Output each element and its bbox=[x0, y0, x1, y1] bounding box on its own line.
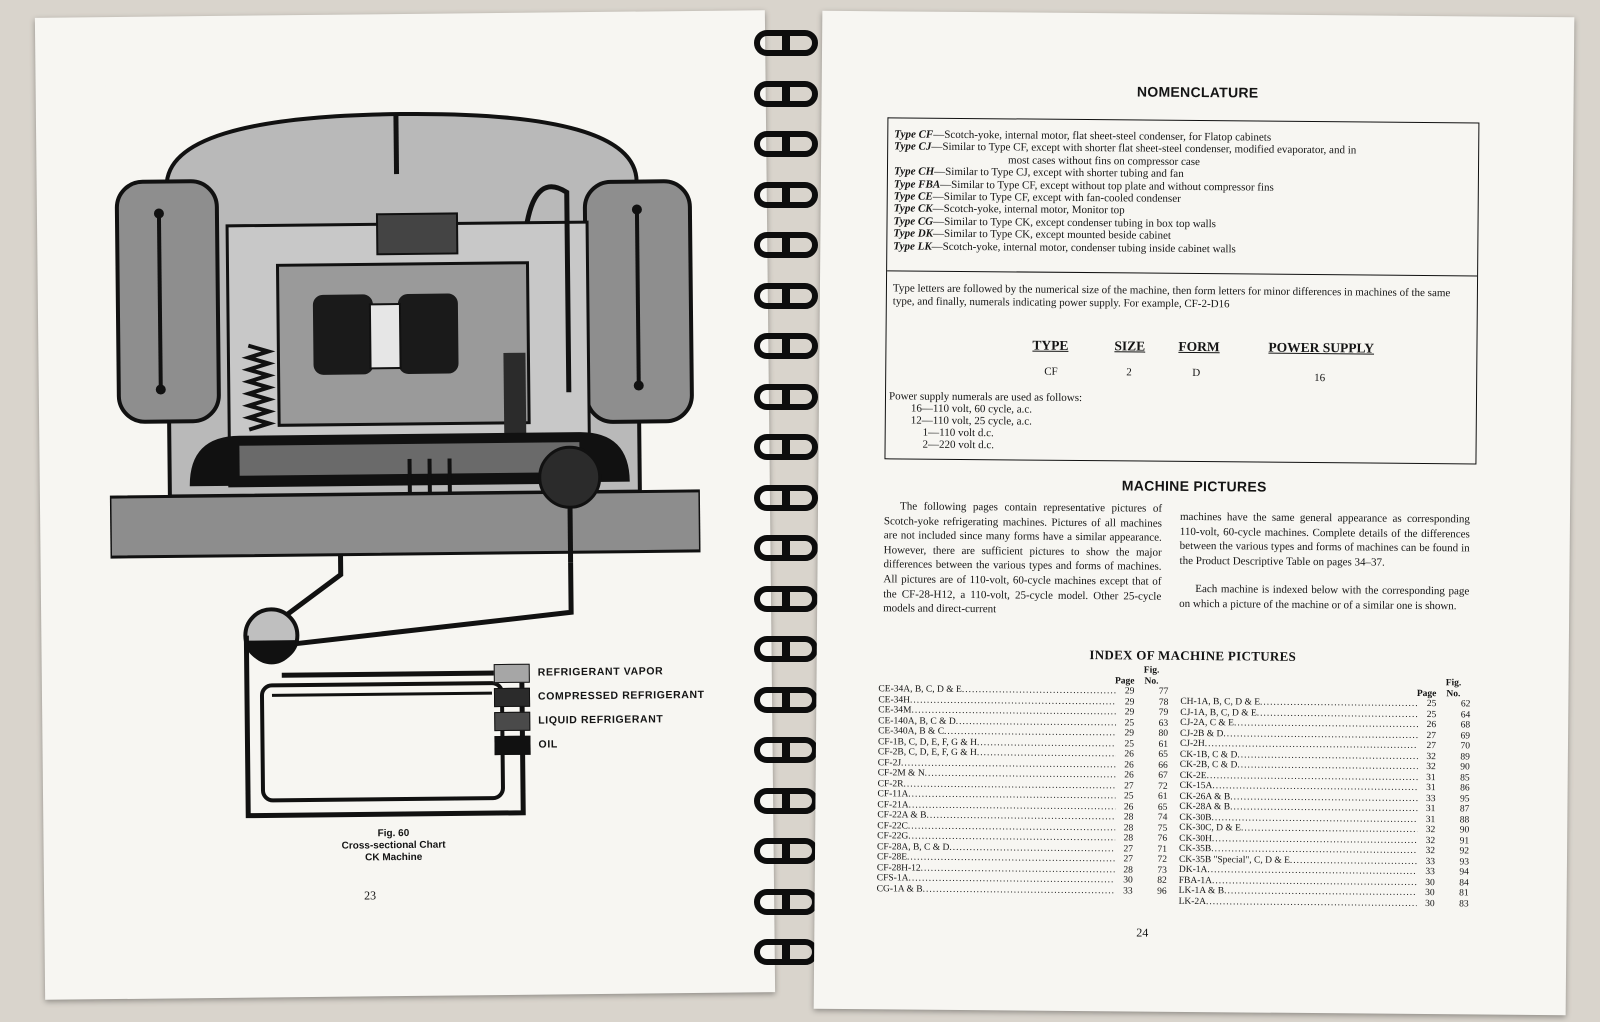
binding-coil bbox=[754, 939, 818, 965]
index-page: 26 bbox=[1124, 759, 1134, 770]
index-fig: 71 bbox=[1157, 844, 1168, 855]
index-model: CF-2R bbox=[877, 778, 904, 789]
index-model: CJ-2A, C & E bbox=[1180, 717, 1235, 729]
index-heading: INDEX OF MACHINE PICTURES bbox=[1089, 647, 1297, 664]
index-header-page: Page bbox=[1114, 675, 1135, 686]
index-model: CE-340A, B & C bbox=[878, 726, 945, 737]
index-page: 28 bbox=[1123, 833, 1134, 844]
index-model: CK-28A & B bbox=[1179, 801, 1231, 813]
nomenclature-box bbox=[884, 117, 1479, 464]
example-value-size: 2 bbox=[1126, 366, 1132, 379]
index-model: CF-1B, C, D, E, F, G & H bbox=[877, 736, 978, 748]
power-item: 2—220 volt d.c. bbox=[922, 438, 995, 452]
example-value-type: CF bbox=[1044, 365, 1058, 378]
type-code: Type CG bbox=[893, 215, 934, 228]
index-page: 25 bbox=[1123, 791, 1134, 802]
index-page: 31 bbox=[1426, 772, 1436, 783]
legend-label: LIQUID REFRIGERANT bbox=[538, 713, 664, 727]
index-page: 31 bbox=[1426, 783, 1436, 794]
index-page: 28 bbox=[1123, 822, 1134, 833]
type-description: —Similar to Type CK, except mounted beside cabinet bbox=[932, 227, 1171, 243]
index-fig: 90 bbox=[1459, 825, 1470, 836]
index-fig: 94 bbox=[1459, 867, 1469, 878]
index-page: 25 bbox=[1124, 717, 1135, 728]
binding-coil bbox=[754, 232, 818, 258]
legend-swatch bbox=[494, 663, 530, 682]
legend-item-refrigerant-vapor bbox=[494, 659, 734, 686]
type-description: most cases without fins on compressor case bbox=[1008, 154, 1200, 168]
index-fig: 65 bbox=[1158, 749, 1168, 760]
figure-caption bbox=[313, 827, 473, 865]
index-fig: 65 bbox=[1157, 802, 1168, 813]
binding-coil bbox=[754, 30, 818, 56]
index-page: 29 bbox=[1124, 728, 1135, 739]
binding-coil bbox=[754, 586, 818, 612]
binding-coil bbox=[754, 434, 818, 460]
legend-item-oil bbox=[494, 731, 734, 758]
index-model: CFS-1A bbox=[876, 873, 909, 884]
type-code: Type LK bbox=[893, 240, 932, 253]
power-item: 1—110 volt d.c. bbox=[922, 426, 994, 440]
index-page: 32 bbox=[1425, 846, 1436, 857]
index-page: 30 bbox=[1425, 888, 1435, 899]
index-header-fig: Fig. bbox=[1143, 665, 1160, 676]
index-page: 33 bbox=[1425, 793, 1436, 804]
index-row bbox=[877, 884, 1167, 897]
index-page: 32 bbox=[1425, 835, 1436, 846]
index-model: CJ-1A, B, C, D & E bbox=[1180, 707, 1257, 719]
binding-coil bbox=[754, 283, 818, 309]
box-divider bbox=[887, 270, 1477, 276]
index-fig: 62 bbox=[1460, 699, 1471, 710]
index-rows bbox=[1179, 697, 1471, 910]
index-model: CK-15A bbox=[1179, 780, 1213, 792]
index-model: CK-26A & B bbox=[1179, 791, 1231, 802]
index-model: CK-35B "Special", C, D & E bbox=[1178, 854, 1290, 866]
index-model: CJ-2H bbox=[1179, 738, 1205, 750]
type-description: —Scotch-yoke, internal motor, condenser tubing inside cabinet walls bbox=[931, 240, 1236, 256]
index-fig: 74 bbox=[1157, 812, 1168, 823]
index-model: CF-28E bbox=[876, 852, 908, 863]
index-fig: 72 bbox=[1157, 854, 1168, 865]
index-page: 29 bbox=[1124, 686, 1135, 697]
index-page: 32 bbox=[1425, 825, 1436, 836]
index-page: 31 bbox=[1425, 814, 1436, 825]
binding-coil bbox=[754, 636, 818, 662]
power-intro: Power supply numerals are used as follows: bbox=[888, 390, 1083, 405]
type-description: —Similar to Type CF, except with shorter flat sheet-steel condenser, modified evaporator, and in bbox=[931, 141, 1357, 157]
index-model: CF-21A bbox=[877, 799, 909, 811]
binding-coil bbox=[754, 333, 818, 359]
index-fig: 76 bbox=[1157, 833, 1168, 844]
binding-coil bbox=[754, 838, 818, 864]
index-fig: 96 bbox=[1157, 886, 1167, 897]
index-fig: 69 bbox=[1460, 730, 1471, 741]
power-item: 16—110 volt, 60 cycle, a.c. bbox=[910, 402, 1033, 416]
index-page: 26 bbox=[1123, 801, 1134, 812]
index-model: CK-1B, C & D bbox=[1179, 749, 1238, 760]
index-fig: 93 bbox=[1459, 856, 1470, 867]
index-fig: 89 bbox=[1460, 751, 1470, 762]
index-page: 27 bbox=[1123, 843, 1134, 854]
binding-coil bbox=[754, 737, 818, 763]
right-page bbox=[814, 11, 1575, 1016]
index-fig: 67 bbox=[1158, 770, 1168, 781]
binding-coil bbox=[754, 81, 818, 107]
index-page: 29 bbox=[1124, 696, 1135, 707]
index-page: 30 bbox=[1425, 877, 1435, 888]
index-page: 33 bbox=[1425, 867, 1435, 878]
legend-item-compressed-refrigerant bbox=[494, 683, 734, 710]
legend-item-liquid-refrigerant bbox=[494, 707, 734, 734]
type-code: Type FBA bbox=[893, 177, 941, 191]
binding-coil bbox=[754, 182, 818, 208]
index-model: CH-1A, B, C, D & E bbox=[1180, 696, 1261, 708]
index-fig: 73 bbox=[1157, 865, 1167, 876]
index-table-right bbox=[1179, 676, 1471, 910]
binding-coil bbox=[754, 535, 818, 561]
index-page: 27 bbox=[1123, 854, 1134, 865]
index-fig: 88 bbox=[1459, 814, 1470, 825]
index-model: CF-2M & N bbox=[877, 768, 925, 779]
example-value-power: 16 bbox=[1314, 372, 1326, 385]
index-model: CF-28A, B, C & D bbox=[877, 841, 950, 853]
index-page: 29 bbox=[1124, 707, 1135, 718]
index-fig: 84 bbox=[1459, 877, 1469, 888]
index-fig: 70 bbox=[1460, 741, 1471, 752]
type-description: —Similar to Type CF, except without top plate and without compressor fins bbox=[940, 178, 1274, 194]
index-fig: 66 bbox=[1158, 760, 1168, 771]
index-fig: 81 bbox=[1459, 888, 1469, 899]
type-description: —Similar to Type CJ, except with shorter tubing and fan bbox=[934, 165, 1184, 181]
index-model: CE-34H bbox=[878, 694, 911, 706]
machine-pictures-col-1: The following pages contain representative pictures of Scotch-yoke refrigerating machines. Pictures of all machines are not included since many forms have a similar appearance. However, there are sufficient pictures to show the major differences between the various types and forms of machines. All pictures are of 110-volt, 60-cycle machines except that of the CF-28-H12, a 110-volt, 25-cycle model. Other 25-cycle models and direct-current bbox=[883, 500, 1163, 616]
type-description: —Scotch-yoke, internal motor, Monitor top bbox=[932, 203, 1125, 217]
index-fig: 78 bbox=[1158, 697, 1169, 708]
legend-swatch bbox=[494, 687, 530, 706]
binding-coil bbox=[754, 131, 818, 157]
nomenclature-heading: NOMENCLATURE bbox=[1136, 83, 1259, 101]
index-fig: 75 bbox=[1157, 823, 1168, 834]
legend-swatch bbox=[494, 735, 530, 754]
index-row bbox=[1179, 896, 1469, 909]
index-fig: 68 bbox=[1460, 720, 1471, 731]
index-fig: 85 bbox=[1460, 772, 1470, 783]
index-fig: 61 bbox=[1158, 739, 1169, 750]
index-model: CE-140A, B, C & D bbox=[878, 715, 956, 727]
type-code: Type CH bbox=[893, 165, 935, 178]
index-model: CK-30H bbox=[1179, 833, 1212, 844]
legend-swatch bbox=[494, 711, 530, 730]
index-model: CF-22C bbox=[877, 820, 908, 832]
index-page: 32 bbox=[1426, 751, 1436, 762]
type-description: —Similar to Type CK, except condenser tubing in box top walls bbox=[933, 215, 1217, 231]
binding-coil bbox=[754, 384, 818, 410]
index-model: CF-2B, C, D, E, F, G & H bbox=[877, 747, 977, 759]
index-model: CE-34A, B, C, D & E bbox=[878, 684, 962, 695]
index-model: CK-35B bbox=[1179, 843, 1212, 855]
index-fig: 77 bbox=[1158, 686, 1169, 697]
index-model: CE-34M bbox=[878, 705, 912, 716]
index-page: 33 bbox=[1123, 885, 1133, 896]
machine-pictures-col-2 bbox=[1179, 510, 1470, 614]
index-model: CF-2J bbox=[877, 757, 902, 768]
index-fig: 61 bbox=[1157, 791, 1168, 802]
figure-subtitle: CK Machine bbox=[365, 851, 423, 864]
index-model: CF-22A & B bbox=[877, 810, 927, 821]
index-page: 27 bbox=[1426, 741, 1437, 752]
index-model: CG-1A & B bbox=[876, 883, 923, 895]
index-table-left bbox=[877, 663, 1169, 897]
index-fig: 91 bbox=[1459, 835, 1470, 846]
example-header-type: TYPE bbox=[1032, 337, 1069, 353]
machine-pictures-col-2a: machines have the same general appearance as corresponding 110-volt, 60-cycle machines. Complete details of the differences between the various types and forms of machines can be found in the Product Descriptive Table on pages 34–37. bbox=[1179, 510, 1471, 569]
index-page: 30 bbox=[1425, 898, 1435, 909]
index-header-page: Page bbox=[1416, 688, 1437, 699]
index-page: 27 bbox=[1124, 780, 1134, 791]
page-number: 23 bbox=[364, 888, 377, 903]
index-page: 30 bbox=[1123, 875, 1133, 886]
index-page: 26 bbox=[1124, 749, 1134, 760]
index-rows bbox=[877, 684, 1169, 897]
index-model: CF-28H-12 bbox=[876, 862, 921, 874]
type-code: Type CK bbox=[893, 202, 933, 216]
index-model: CF-11A bbox=[877, 789, 909, 800]
index-leader-dots bbox=[923, 884, 1115, 896]
figure-title: Cross-sectional Chart bbox=[341, 839, 446, 852]
index-header-fig: Fig. bbox=[1445, 678, 1462, 689]
legend-label: REFRIGERANT VAPOR bbox=[537, 665, 664, 679]
index-fig: 90 bbox=[1460, 762, 1470, 773]
index-model: LK-1A & B bbox=[1178, 885, 1225, 897]
index-page: 25 bbox=[1426, 699, 1437, 710]
index-model: DK-1A bbox=[1178, 864, 1208, 876]
index-fig: 86 bbox=[1460, 783, 1470, 794]
index-page: 28 bbox=[1123, 812, 1134, 823]
index-page: 26 bbox=[1426, 720, 1437, 731]
index-page: 25 bbox=[1426, 709, 1437, 720]
index-model: FBA-1A bbox=[1178, 875, 1213, 886]
index-model: CK-30C, D & E bbox=[1179, 822, 1242, 834]
index-page: 25 bbox=[1124, 738, 1135, 749]
legend bbox=[494, 659, 735, 758]
index-page: 27 bbox=[1426, 730, 1437, 741]
index-page: 28 bbox=[1123, 864, 1133, 875]
nomenclature-explanation: Type letters are followed by the numerical size of the machine, then form letters for minor differences in machines of the same type, and finally, numerals indicating power supply. For example, CF-2-D16 bbox=[892, 282, 1451, 310]
machine-pictures-heading: MACHINE PICTURES bbox=[1121, 477, 1267, 495]
index-leader-dots bbox=[1206, 897, 1417, 909]
type-list bbox=[893, 128, 1474, 257]
binding-coil bbox=[754, 788, 818, 814]
binding-coil bbox=[754, 485, 818, 511]
index-page: 31 bbox=[1425, 804, 1436, 815]
index-fig: 82 bbox=[1157, 875, 1167, 886]
machine-pictures-col-2b: Each machine is indexed below with the corresponding page on which a picture of the machine or of a similar one is shown. bbox=[1179, 583, 1470, 613]
index-page: 26 bbox=[1124, 770, 1134, 781]
left-page bbox=[35, 10, 775, 1000]
index-header-no: No. bbox=[1446, 688, 1461, 699]
index-page: 33 bbox=[1425, 856, 1436, 867]
index-fig: 95 bbox=[1459, 793, 1470, 804]
type-code: Type CF bbox=[894, 128, 934, 141]
index-fig: 83 bbox=[1459, 898, 1469, 909]
example-header-form: FORM bbox=[1178, 338, 1220, 355]
index-fig: 63 bbox=[1158, 718, 1169, 729]
index-fig: 72 bbox=[1158, 781, 1168, 792]
example-header-power-supply: POWER SUPPLY bbox=[1268, 339, 1375, 356]
index-model: CK-2B, C & D bbox=[1179, 759, 1238, 771]
power-supply-list bbox=[889, 390, 1290, 453]
type-description: —Similar to Type CF, except with fan-cooled condenser bbox=[932, 190, 1181, 205]
binding-coil bbox=[754, 889, 818, 915]
index-fig: 80 bbox=[1158, 728, 1169, 739]
example-value-form: D bbox=[1192, 366, 1201, 380]
index-fig: 64 bbox=[1460, 709, 1471, 720]
index-model: CK-30B bbox=[1179, 812, 1212, 823]
index-header-no: No. bbox=[1144, 676, 1159, 687]
index-fig: 79 bbox=[1158, 707, 1169, 718]
type-code: Type DK bbox=[893, 227, 934, 240]
index-page: 32 bbox=[1426, 762, 1436, 773]
binding-coil bbox=[754, 687, 818, 713]
index-model: LK-2A bbox=[1178, 896, 1207, 907]
index-fig: 87 bbox=[1459, 804, 1470, 815]
legend-label: COMPRESSED REFRIGERANT bbox=[537, 688, 705, 703]
index-model: CF-22G bbox=[877, 831, 909, 842]
type-description: —Scotch-yoke, internal motor, flat sheet-steel condenser, for Flatop cabinets bbox=[933, 128, 1272, 144]
index-model: CK-2E bbox=[1179, 770, 1207, 781]
legend-label: OIL bbox=[538, 738, 558, 751]
example-header-size: SIZE bbox=[1114, 338, 1146, 354]
type-code: Type CJ bbox=[894, 140, 932, 154]
index-model: CJ-2B & D bbox=[1180, 728, 1224, 739]
figure-number: Fig. 60 bbox=[377, 827, 410, 840]
type-code: Type CE bbox=[893, 190, 933, 203]
power-item: 12—110 volt, 25 cycle, a.c. bbox=[910, 414, 1033, 428]
index-fig: 92 bbox=[1459, 846, 1470, 857]
page-number: 24 bbox=[1136, 925, 1149, 940]
